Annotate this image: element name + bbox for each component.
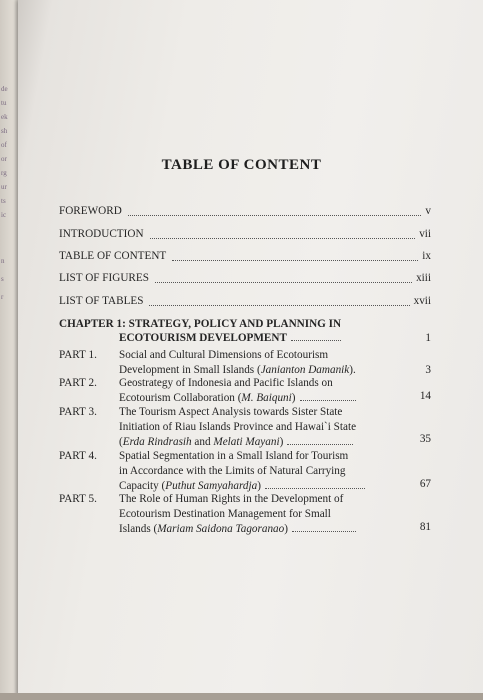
part-author: M. Baiquni (241, 392, 292, 404)
toc-entry-table-of-content (59, 249, 431, 264)
entry-page: 3 (425, 364, 431, 376)
dot-leader (155, 281, 412, 283)
entry-label: LIST OF FIGURES (59, 272, 149, 284)
entry-label: INTRODUCTION (59, 228, 144, 240)
toc-entry-list-of-figures (59, 271, 431, 286)
part-title: Geostrategy of Indonesia and Pacific Islands on Ecotourism Collaboration (M. Baiquni) (119, 376, 395, 406)
entry-page: vii (419, 228, 431, 240)
entry-page: 1 (425, 332, 431, 344)
part-label: PART 2. (59, 377, 97, 389)
part-title: The Role of Human Rights in the Development of Ecotourism Destination Management for Small Islands (Mariam Saidona Tagoranao) (119, 492, 395, 537)
dot-leader (149, 304, 409, 306)
dot-leader (172, 259, 418, 261)
entry-page: 35 (419, 433, 431, 445)
part-label: PART 4. (59, 450, 97, 462)
entry-page: xvii (413, 295, 431, 307)
entry-page: v (425, 205, 431, 217)
part-author-2: Melati Mayani (213, 436, 280, 448)
toc-part-4 (59, 449, 431, 494)
entry-page: 67 (419, 478, 431, 490)
dot-leader (265, 487, 365, 489)
dot-leader (287, 443, 353, 445)
entry-page: 14 (419, 390, 431, 402)
toc-part-5 (59, 492, 431, 537)
part-author: Erda Rindrasih (122, 436, 192, 448)
chapter-title-line-2: ECOTOURISM DEVELOPMENT (119, 332, 287, 344)
part-author: Mariam Saidona Tagoranao (157, 523, 285, 535)
entry-label: TABLE OF CONTENT (59, 250, 167, 262)
part-title: Social and Cultural Dimensions of Ecotourism Development in Small Islands (Janianton Damanik). (119, 349, 356, 376)
toc-part-1 (59, 348, 431, 378)
dot-leader (291, 339, 341, 341)
dot-leader (300, 399, 356, 401)
entry-page: 81 (419, 521, 431, 533)
part-label: PART 1. (59, 349, 97, 361)
toc-entry-list-of-tables (59, 294, 431, 309)
toc-entry-foreword (59, 204, 431, 219)
toc-part-2 (59, 376, 431, 406)
part-author: Janianton Damanik (260, 364, 350, 376)
toc-chapter-1 (59, 317, 431, 347)
part-author: Puthut Samyahardja (165, 480, 258, 492)
toc-entry-introduction (59, 227, 431, 242)
dot-leader (128, 214, 422, 216)
dot-leader (292, 530, 356, 532)
entry-label: LIST OF TABLES (59, 295, 144, 307)
entry-page: ix (422, 250, 431, 262)
chapter-title-line-1: CHAPTER 1: STRATEGY, POLICY AND PLANNING IN (59, 318, 342, 330)
entry-page: xiii (416, 272, 431, 284)
page-title: TABLE OF CONTENT (161, 157, 322, 173)
part-title: The Tourism Aspect Analysis towards Sister State Initiation of Riau Islands Province and Hawai`i State (Erda Rindrasih and Melati Mayani) (119, 406, 357, 448)
adjacent-page-edge: de tu ek sh of or rg ur ts ic n s r (0, 0, 20, 700)
dot-leader (150, 237, 416, 239)
part-label: PART 5. (59, 493, 97, 505)
page-bottom-edge (0, 693, 483, 700)
entry-label: FOREWORD (59, 205, 122, 217)
part-label: PART 3. (59, 406, 97, 418)
toc-part-3 (59, 405, 431, 450)
part-title: Spatial Segmentation in a Small Island for Tourism in Accordance with the Limits of Natural Carrying Capacity (Puthut Samyahardja) (119, 449, 395, 494)
